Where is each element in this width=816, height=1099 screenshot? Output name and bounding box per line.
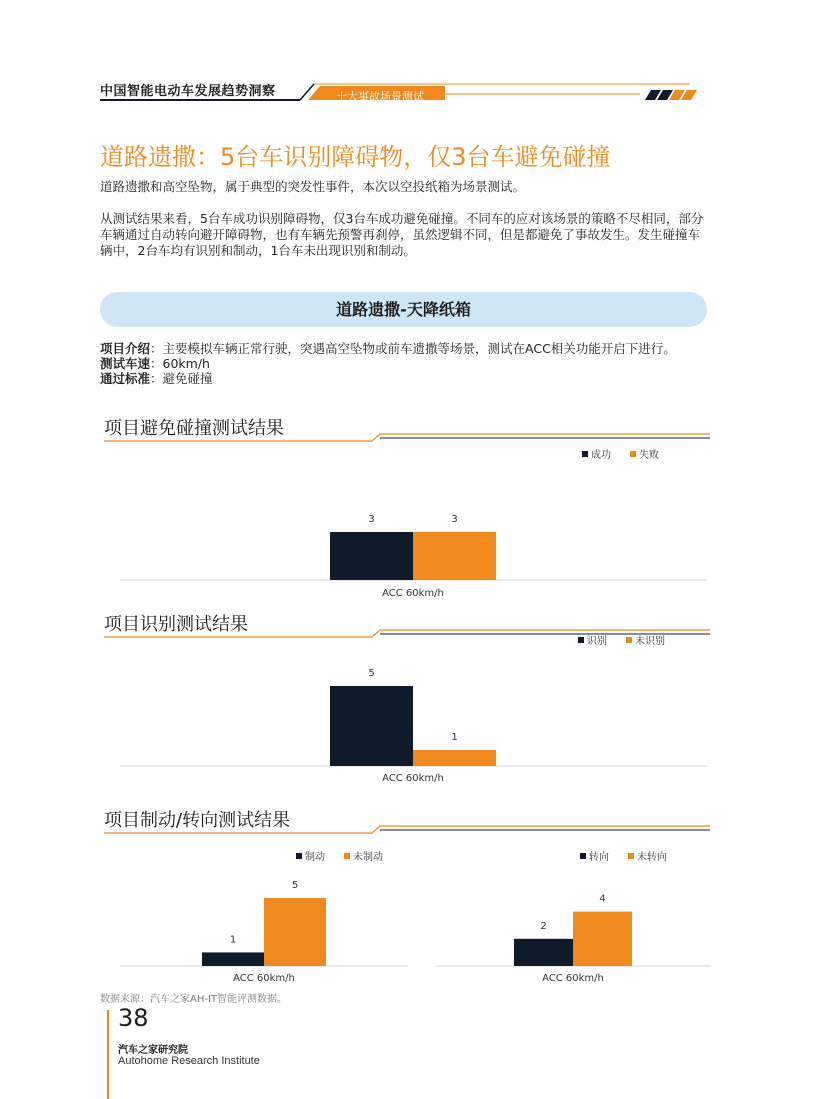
paragraph-results: 从测试结果来看，5台车成功识别障碍物，仅3台车成功避免碰撞。不同车的应对该场景的策略不尽相同，部分车辆通过自动转向避开障碍物，也有车辆先预警再刹停，虽然逻辑不同，但是都避免了事故发生。发生碰撞车辆中，2台车均有识别和制动，1台车未出现识别和制动。: [100, 211, 704, 258]
chart-1-legend-label-0: 识别: [587, 636, 607, 647]
chart-3-data-label-0: 2: [540, 920, 547, 932]
chart-1-legend-swatch-0: [578, 637, 584, 643]
header-tag: 十大事故场景测试: [336, 90, 424, 103]
item-intro-label: 项目介绍: [100, 341, 151, 356]
chart-2-legend-label-1: 未制动: [353, 852, 383, 863]
chart-1-bar-1: [413, 750, 496, 766]
chart-0-data-label-0: 3: [368, 514, 375, 525]
chart-2-bar-0: [202, 952, 264, 966]
chart-1-data-label-0: 5: [368, 668, 375, 679]
chart-0-legend-swatch-0: [582, 451, 588, 457]
pass-standard-text: ：避免碰撞: [150, 371, 213, 386]
chart-2-legend-label-0: 制动: [305, 852, 325, 863]
chart-0-legend-swatch-1: [630, 451, 636, 457]
section-title-recognition: 项目识别测试结果: [104, 614, 248, 635]
pass-standard-label: 通过标准: [100, 371, 151, 386]
chart-1-legend-swatch-1: [626, 637, 632, 643]
chart-3-bar-1: [573, 912, 632, 966]
chart-2-data-label-0: 1: [229, 934, 237, 946]
chart-3-legend-swatch-1: [628, 853, 634, 859]
item-intro-text: ：主要模拟车辆正常行驶，突遇高空坠物或前车遗撒等场景，测试在ACC相关功能开启下进行。: [150, 341, 676, 356]
chart-0-bar-0: [330, 532, 413, 580]
section-title-brake-steer: 项目制动/转向测试结果: [104, 810, 291, 831]
org-name-en: Autohome Research Institute: [118, 1055, 260, 1067]
scenario-banner: 道路遗撒-天降纸箱: [100, 292, 707, 327]
header-title: 中国智能电动车发展趋势洞察: [100, 84, 276, 99]
page-accent-bar: [107, 1010, 109, 1099]
test-speed-text: ：60km/h: [150, 356, 210, 371]
chart-3-legend-label-0: 转向: [589, 852, 609, 863]
chart-0-data-label-1: 3: [451, 514, 458, 525]
chart-2-legend-swatch-1: [344, 853, 350, 859]
chart-0-category-label: ACC 60km/h: [382, 588, 444, 599]
chart-1-data-label-1: 1: [451, 732, 458, 743]
chart-3-category-label: ACC 60km/h: [542, 973, 604, 984]
paragraph-intro: 道路遗撒和高空坠物，属于典型的突发性事件，本次以空投纸箱为场景测试。: [100, 179, 526, 194]
chart-3-bar-0: [514, 939, 573, 966]
chart-3-data-label-1: 4: [599, 893, 606, 905]
chart-1-bar-0: [330, 686, 413, 766]
chart-2-bar-1: [264, 898, 326, 966]
org-name-cn: 汽车之家研究院: [118, 1045, 188, 1056]
page-number: 38: [118, 1004, 149, 1032]
chart-2-data-label-1: 5: [291, 880, 299, 891]
chart-2-legend-swatch-0: [296, 853, 302, 859]
chart-0-legend-label-1: 失败: [639, 450, 659, 461]
chart-2-category-label: ACC 60km/h: [233, 973, 295, 984]
chart-0-bar-1: [413, 532, 496, 580]
chart-1-legend-label-1: 未识别: [635, 636, 665, 647]
chart-1-category-label: ACC 60km/h: [382, 773, 444, 784]
section-title-collision: 项目避免碰撞测试结果: [104, 418, 284, 439]
chart-3-legend-label-1: 未转向: [637, 852, 667, 863]
chart-3-legend-swatch-0: [580, 853, 586, 859]
chart-0-legend-label-0: 成功: [591, 450, 611, 461]
test-speed-label: 测试车速: [100, 356, 151, 371]
data-source: 数据来源：汽车之家AH-IT智能评测数据。: [100, 994, 288, 1005]
page-title: 道路遗撒：5台车识别障碍物，仅3台车避免碰撞: [100, 143, 611, 171]
